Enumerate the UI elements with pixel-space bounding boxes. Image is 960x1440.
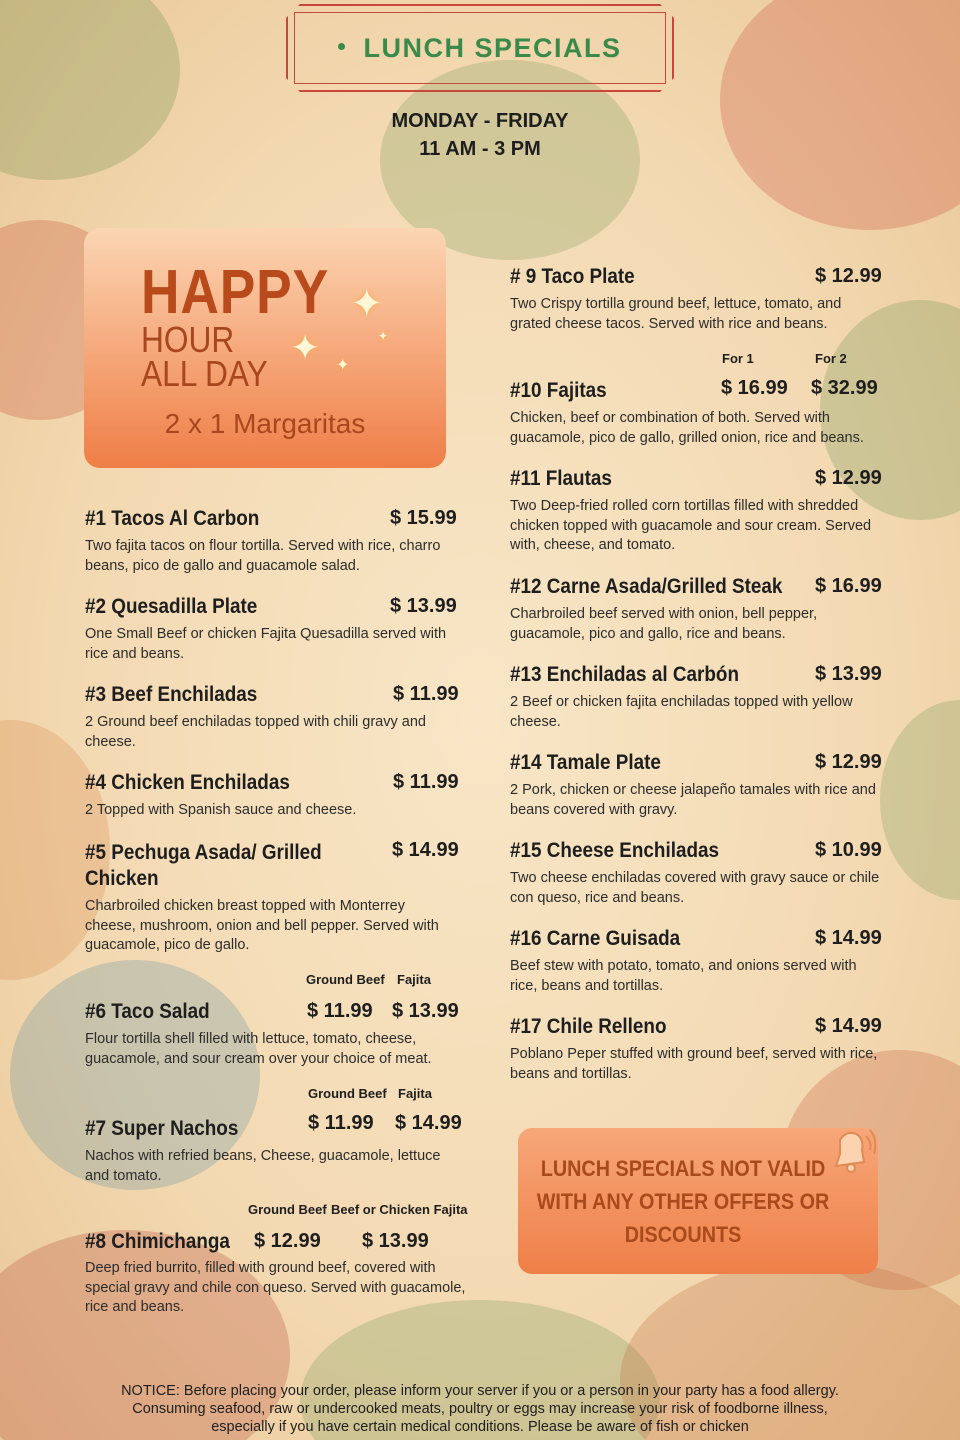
menu-item-name: #1 Tacos Al Carbon [85,507,260,530]
menu-item-price: $ 11.99 [393,771,459,793]
allergy-notice: NOTICE: Before placing your order, please inform your server if you or a person in your party has a food allergy. Consuming seafood, raw or undercooked meats, poultry or eggs may increase your risk of foodborne illness, especially if you have certain medical conditions. Please be aware of fish or chicken [121,1383,839,1435]
menu-item-name: #17 Chile Relleno [510,1015,667,1038]
menu-item-name: #11 Flautas [510,467,612,490]
menu-item-description: Nachos with refried beans, Cheese, guacamole, lettuce and tomato. [85,1148,441,1184]
happy-hour-title: HAPPY [141,258,330,327]
hours-label: 11 AM - 3 PM [419,138,541,160]
disclaimer-text [535,1152,832,1251]
price-label-ground-beef: Ground Beef [306,972,385,987]
menu-item-description: Two Crispy tortilla ground beef, lettuce, tomato, and grated cheese tacos. Served with rice and beans. [510,296,842,332]
menu-item-description: Deep fried burrito, filled with ground beef, covered with special gravy and chile con queso. Served with guacamole, rice and beans. [85,1260,466,1315]
menu-item-price: $ 14.99 [815,1015,882,1037]
menu-item-description: 2 Topped with Spanish sauce and cheese. [85,802,357,818]
sparkle-icon: ✦ [336,357,350,374]
menu-item-description: 2 Ground beef enchiladas topped with chili gravy and cheese. [85,714,426,750]
happy-hour-subtitle: HOUR [141,319,235,360]
menu-item-description: Flour tortilla shell filled with lettuce, tomato, cheese, guacamole, and sour cream over your choice of meat. [85,1031,432,1067]
menu-item-price: $ 12.99 [815,467,882,489]
menu-item-price-fajita: $ 13.99 [362,1230,429,1252]
menu-item-price: $ 16.99 [815,575,882,597]
menu-item-name: #7 Super Nachos [85,1117,239,1140]
happy-hour-offer: 2 x 1 Margaritas [164,408,366,439]
menu-item-name: #6 Taco Salad [85,1000,210,1023]
price-label-beef-or-chicken-fajita: Beef or Chicken Fajita [331,1202,468,1217]
sparkle-icon: ✦ [378,329,389,343]
menu-item-name: #2 Quesadilla Plate [85,595,258,618]
menu-item-price: $ 12.99 [815,265,882,287]
menu-item-price-ground-beef: $ 11.99 [308,1112,374,1134]
disclaimer-line: LUNCH SPECIALS NOT VALID [540,1156,826,1181]
menu-item-description: Beef stew with potato, tomato, and onions served with rice, beans and tortillas. [510,958,857,994]
menu-item-name: #4 Chicken Enchiladas [85,771,290,794]
menu-item-description: One Small Beef or chicken Fajita Quesadilla served with rice and beans. [85,626,447,662]
price-label-ground-beef: Ground Beef [308,1086,387,1101]
price-label-for-2: For 2 [815,351,847,366]
menu-item-name: #13 Enchiladas al Carbón [510,663,739,686]
menu-item-description: Charbroiled beef served with onion, bell pepper, guacamole, pico and gallo, rice and beans. [510,606,818,642]
menu-item-description: Two cheese enchiladas covered with gravy sauce or chile con queso, rice and beans. [510,870,880,906]
menu-item-description: Two Deep-fried rolled corn tortillas filled with shredded chicken topped with guacamole and sour cream. Served with, cheese, and tomato. [510,498,872,553]
page-title [338,33,621,64]
menu-item-price-ground-beef: $ 11.99 [307,1000,373,1022]
menu-item-price: $ 14.99 [392,839,459,861]
menu-item-name: #15 Cheese Enchiladas [510,839,720,862]
sparkle-icon: ✦ [290,327,321,368]
menu-item-description: Chicken, beef or combination of both. Served with guacamole, pico de gallo, grilled onion, rice and beans. [510,410,864,446]
bell-icon [826,1122,876,1180]
menu-item-name: #14 Tamale Plate [510,751,661,774]
menu-item-name: #8 Chimichanga [85,1230,230,1253]
menu-item-description: Charbroiled chicken breast topped with Monterrey cheese, mushroom, onion and bell pepper. Served with guacamole, pico de gallo. [85,898,439,953]
menu-item-description: Poblano Peper stuffed with ground beef, served with rice, beans and tortillas. [510,1046,878,1082]
menu-item-price: $ 15.99 [390,507,457,529]
disclaimer-line: WITH ANY OTHER OFFERS OR [536,1189,830,1214]
menu-item-description: Two fajita tacos on flour tortilla. Served with rice, charro beans, pico de gallo and guacamole salad. [85,538,441,574]
disclaimer-line: DISCOUNTS [624,1222,742,1247]
bullet-icon [338,43,345,50]
menu-item-price: $ 10.99 [815,839,882,861]
menu-item-name: # 9 Taco Plate [510,265,635,288]
menu-item-name: #12 Carne Asada/Grilled Steak [510,575,783,598]
happy-hour-all-day: ALL DAY [141,353,268,394]
menu-item-description: 2 Pork, chicken or cheese jalapeño tamales with rice and beans covered with gravy. [510,782,876,818]
menu-item-name: #3 Beef Enchiladas [85,683,258,706]
menu-item-price-fajita: $ 13.99 [392,1000,459,1022]
menu-item-price: $ 13.99 [815,663,882,685]
menu-item-price-for-2: $ 32.99 [811,377,878,399]
page-title-text: LUNCH SPECIALS [363,32,622,63]
price-label-fajita: Fajita [398,1086,432,1101]
menu-item-description: 2 Beef or chicken fajita enchiladas topped with yellow cheese. [510,694,853,730]
price-label-fajita: Fajita [397,972,431,987]
menu-item-price: $ 12.99 [815,751,882,773]
menu-item-name: #5 Pechuga Asada/ Grilled [85,841,322,864]
menu-item-name: #10 Fajitas [510,379,607,402]
menu-item-price-fajita: $ 14.99 [395,1112,462,1134]
menu-item-name: #16 Carne Guisada [510,927,681,950]
sparkle-icon: ✦ [350,282,384,326]
price-label-ground-beef: Ground Beef [248,1202,327,1217]
menu-item-price: $ 11.99 [393,683,459,705]
menu-item-price-for-1: $ 16.99 [721,377,788,399]
menu-item-price: $ 14.99 [815,927,882,949]
menu-item-price-ground-beef: $ 12.99 [254,1230,321,1252]
menu-item-price: $ 13.99 [390,595,457,617]
days-label: MONDAY - FRIDAY [391,110,569,132]
header-banner [294,12,666,84]
price-label-for-1: For 1 [722,351,754,366]
menu-item-name-continued: Chicken [85,867,159,890]
